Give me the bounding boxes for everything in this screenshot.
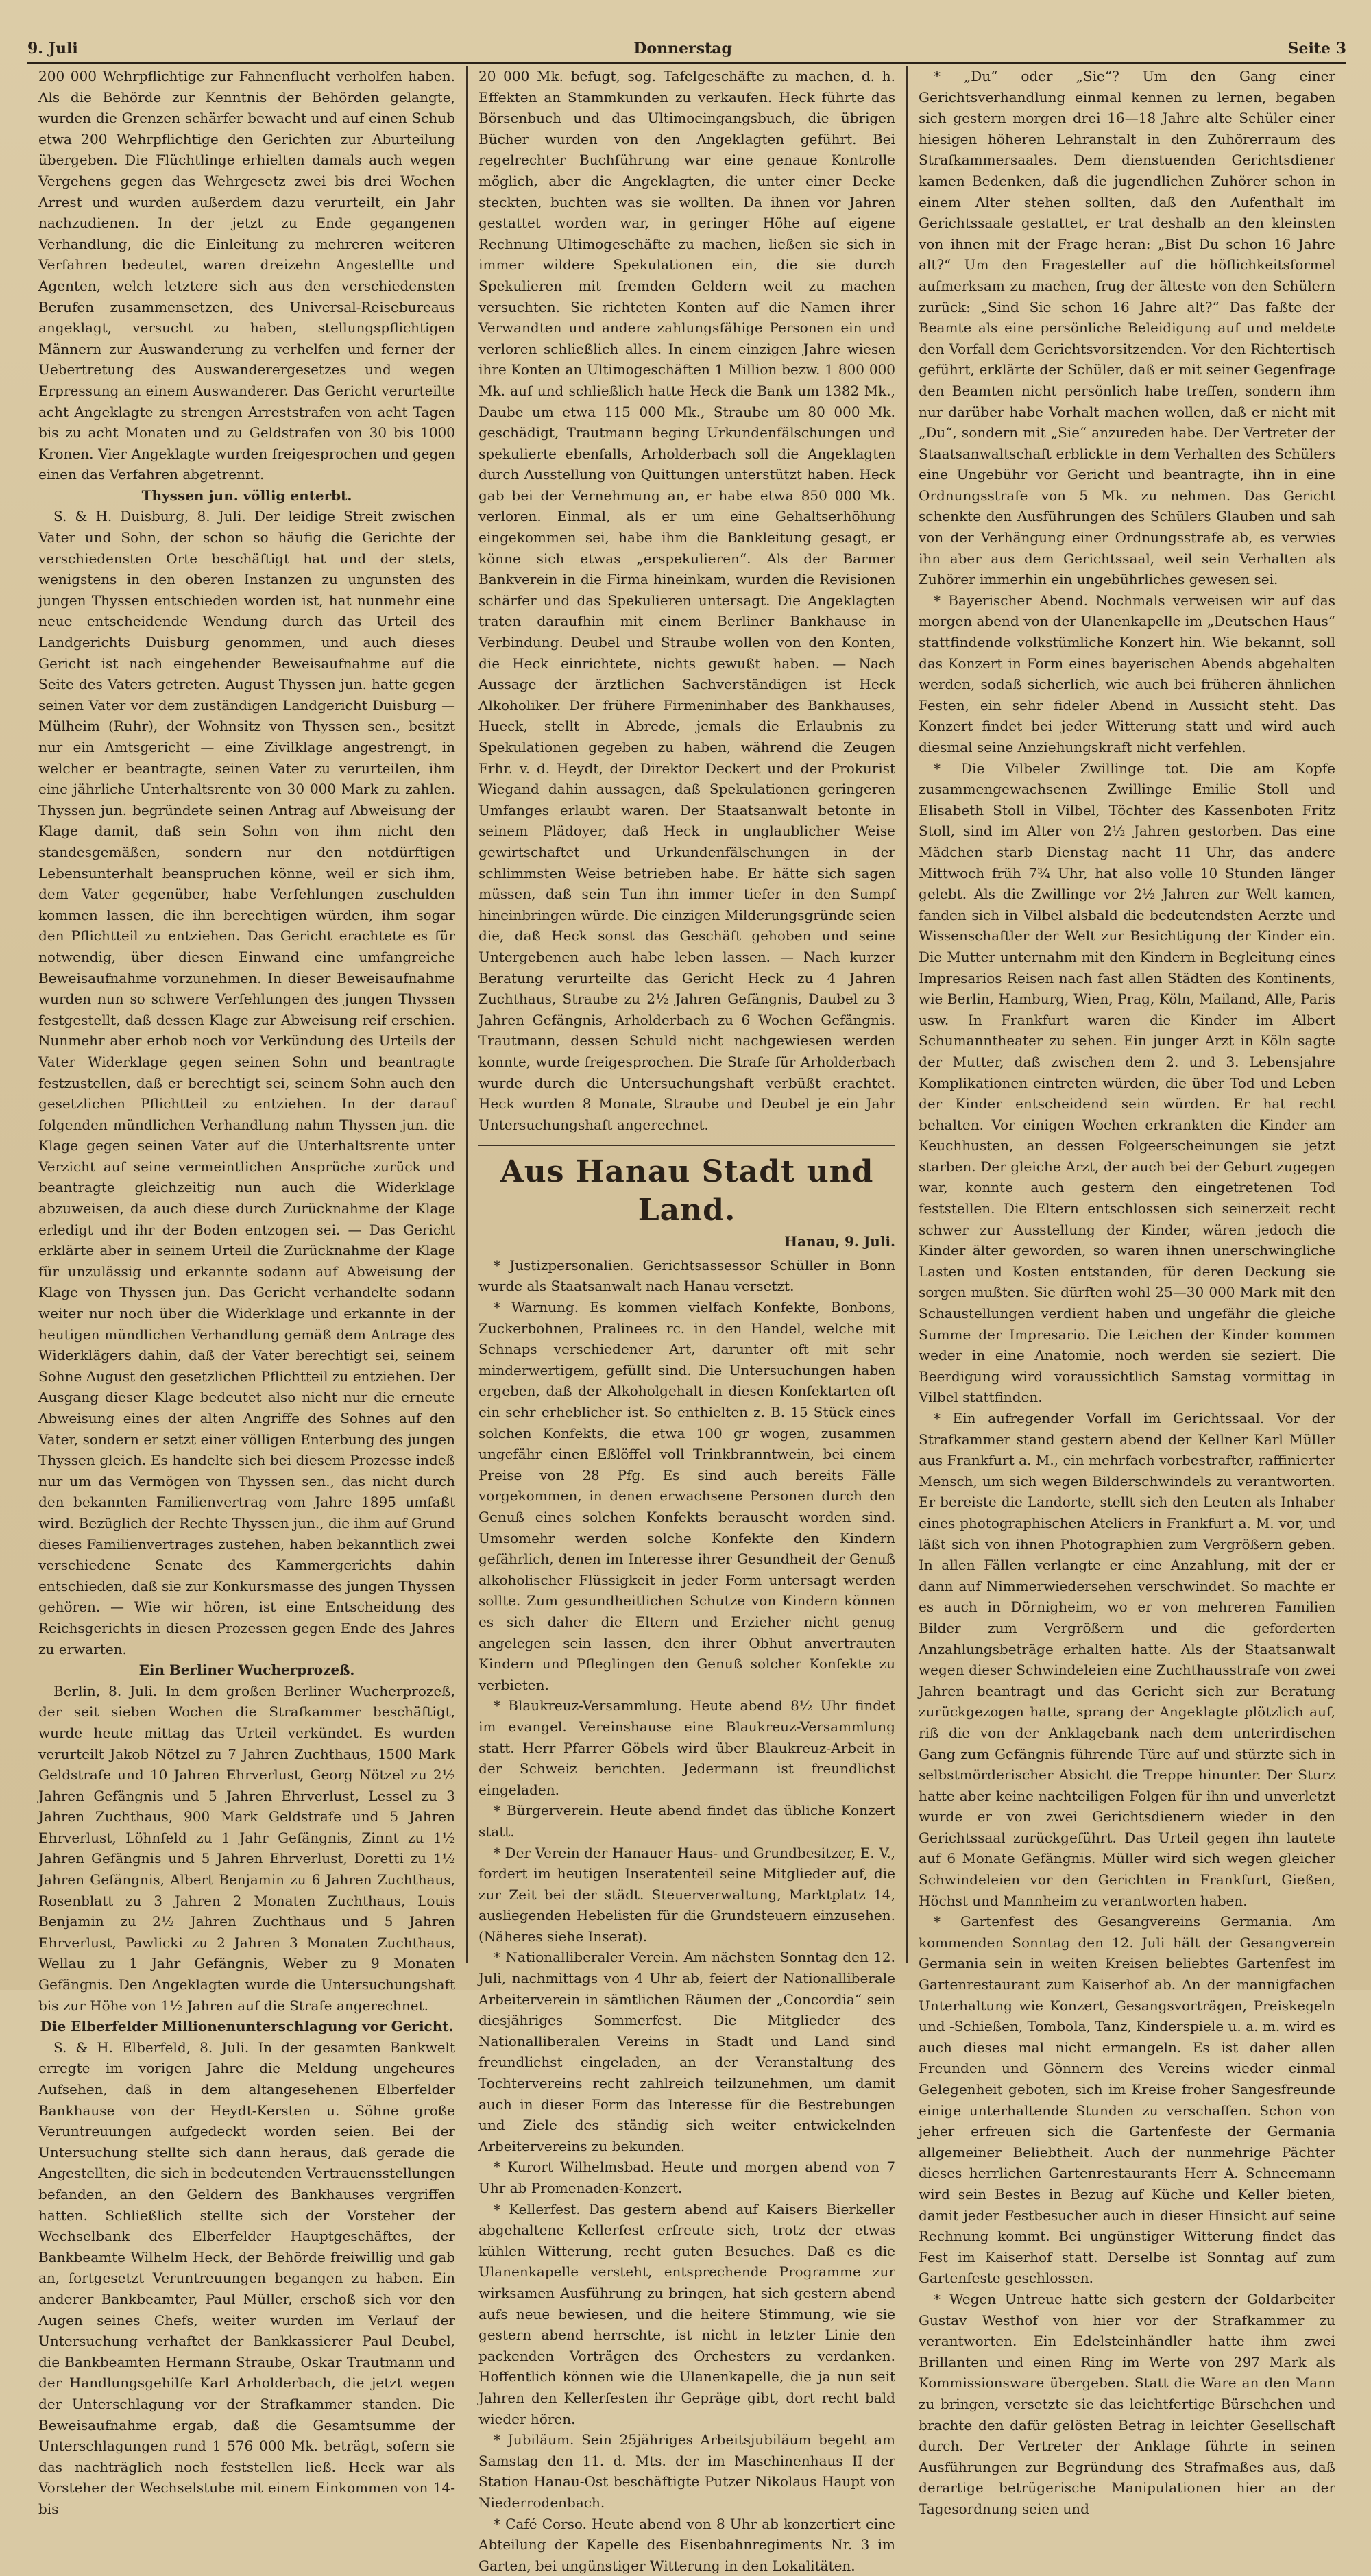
news-item: * Jubiläum. Sein 25jähriges Arbeitsjubiläum begeht am Samstag den 11. d. Mts. der im Maschinenhaus II der Station Hanau-Ost beschäftigte Putzer Nikolaus Haupt von Niederrodenbach.: [478, 2429, 895, 2513]
page-header: [27, 27, 1346, 64]
column-2: [466, 66, 906, 1963]
news-item: * Nationalliberaler Verein. Am nächsten Sonntag den 12. Juli, nachmittags von 4 Uhr ab, feiert der Nationalliberale Arbeiterverein in sämtlichen Räumen der „Concordia“ sein diesjähriges Sommerfest. Die Mitglieder des Nationalliberalen Vereins in Stadt und Land sind freundlichst eingeladen, an der Veranstaltung des Tochtervereins recht zahlreich teilzunehmen, um damit auch in dieser Form das Interesse für die Bestrebungen und Ziele des ständig sich weiter entwickelnden Arbeitervereins zu bekunden.: [478, 1947, 895, 2156]
article-paragraph: S. & H. Duisburg, 8. Juli. Der leidige Streit zwischen Vater und Sohn, der schon so häufig die Gerichte der verschiedensten Orte beschäftigt hat und der stets, wenigstens in den oberen Instanzen zu ungunsten des jungen Thyssen entschieden worden ist, hat nunmehr eine neue entscheidende Wendung durch das Urteil des Landgerichts Duisburg genommen, und auch dieses Gericht ist nach eingehender Beweisaufnahme auf die Seite des Vaters getreten. August Thyssen jun. hatte gegen seinen Vater vor dem zuständigen Landgericht Duisburg — Mülheim (Ruhr), der Wohnsitz von Thyssen sen., besitzt nur ein Amtsgericht — eine Zivilklage angestrengt, in welcher er beantragte, seinen Vater zu verurteilen, ihm eine jährliche Unterhaltsrente von 30 000 Mark zu zahlen. Thyssen jun. begründete seinen Antrag auf Abweisung der Klage damit, daß sein Sohn von ihm nicht den standesgemäßen, sondern nur den notdürftigen Lebensunterhalt beanspruchen könne, weil er sich ihm, dem Vater gegenüber, habe Verfehlungen zuschulden kommen lassen, die ihn berechtigen würden, ihm sogar den Pflichtteil zu entziehen. Das Gericht erachtete es für notwendig, über diesen Einwand eine umfangreiche Beweisaufnahme vorzunehmen. In dieser Beweisaufnahme wurden nun so schwere Verfehlungen des jungen Thyssen festgestellt, daß dessen Klage zur Abweisung reif erschien. Nunmehr aber erhob noch vor Verkündung des Urteils der Vater Widerklage gegen seinen Sohn und beantragte festzustellen, daß er berechtigt sei, seinem Sohn auch den gesetzlichen Pflichtteil zu entziehen. In der darauf folgenden mündlichen Verhandlung nahm Thyssen jun. die Klage gegen seinen Vater auf die Unterhaltsrente unter Verzicht auf seine vermeintlichen Ansprüche zurück und beantragte gleichzeitig nun auch die Widerklage abzuweisen, da auch diese durch Zurücknahme der Klage erledigt und ihr der Boden entzogen sei. — Das Gericht erklärte aber in seinem Urteil die Zurücknahme der Klage für unzulässig und erkannte sodann auf Abweisung der Klage von Thyssen jun. Das Gericht verhandelte sodann weiter nur noch über die Widerklage und erkannte in der heutigen mündlichen Verhandlung gemäß dem Antrage des Widerklägers dahin, daß der Vater berechtigt sei, seinem Sohne August den gesetzlichen Pflichtteil zu entziehen. Der Ausgang dieser Klage bedeutet also nicht nur die erneute Abweisung eines der alten Angriffe des Sohnes auf den Vater, sondern er setzt einer völligen Enterbung des jungen Thyssen gleich. Es handelte sich bei diesem Prozesse indeß nur um das Vermögen von Thyssen sen., das nicht durch den bekannten Familienvertrag vom Jahre 1895 umfaßt wird. Bezüglich der Rechte Thyssen jun., die ihm auf Grund dieses Familienvertrages zustehen, haben bekanntlich zwei verschiedene Senate des Kammergerichts dahin entschieden, daß sie zur Konkursmasse des jungen Thyssen gehören. — Wie wir hören, ist eine Entscheidung des Reichsgerichts in diesen Prozessen gegen Ende des Jahres zu erwarten.: [38, 506, 455, 1660]
news-item: * Bayerischer Abend. Nochmals verweisen wir auf das morgen abend von der Ulanenkapelle im „Deutschen Haus“ stattfindende volkstümliche Konzert hin. Wie bekannt, soll das Konzert in Form eines bayerischen Abends abgehalten werden, sodaß sicherlich, wie auch bei früheren ähnlichen Festen, ein sehr fideler Abend in Aussicht steht. Das Konzert findet bei jeder Witterung statt und wird auch diesmal seine Anziehungskraft nicht verfehlen.: [919, 590, 1335, 758]
news-item: * Gartenfest des Gesangvereins Germania. Am kommenden Sonntag den 12. Juli hält der Gesangverein Germania sein in weiten Kreisen beliebtes Gartenfest im Gartenrestaurant zum Kaiserhof ab. An der mannigfachen Unterhaltung wie Konzert, Gesangsvorträgen, Preiskegeln und -Schießen, Tombola, Tanz, Kinderspiele u. a. m. wird es auch dieses mal nicht ermangeln. Es ist daher allen Freunden und Gönnern des Vereins wieder einmal Gelegenheit geboten, sich im Kreise froher Sangesfreunde einige unterhaltende Stunden zu verschaffen. Schon von jeher erfreuen sich die Gartenfeste der Germania allgemeiner Beliebtheit. Auch der nunmehrige Pächter dieses herrlichen Gartenrestaurants Herr A. Schneemann wird sein Bestes in Bezug auf Küche und Keller bieten, damit jeder Festbesucher auch in dieser Hinsicht auf seine Rechnung kommt. Bei ungünstiger Witterung findet das Fest im Kaiserhof statt. Derselbe ist Sonntag auf zum Gartenfeste geschlossen.: [919, 1911, 1335, 2289]
news-item: * Die Vilbeler Zwillinge tot. Die am Kopfe zusammengewachsenen Zwillinge Emilie Stoll und Elisabeth Stoll in Vilbel, Töchter des Kassenboten Fritz Stoll, sind im Alter von 2½ Jahren gestorben. Das eine Mädchen starb Dienstag nacht 11 Uhr, das andere Mittwoch früh 7¾ Uhr, hat also volle 10 Stunden länger gelebt. Als die Zwillinge vor 2½ Jahren zur Welt kamen, fanden sich in Vilbel alsbald die bedeutendsten Aerzte und Wissenschaftler der Welt zur Besichtigung der Kinder ein. Die Mutter unternahm mit den Kindern in Begleitung eines Impresarios Reisen nach fast allen Städten des Kontinents, wie Berlin, Hamburg, Wien, Prag, Köln, Mailand, Alle, Paris usw. In Frankfurt waren die Kinder im Albert Schumanntheater zu sehen. Ein junger Arzt in Köln sagte der Mutter, daß zwischen dem 2. und 3. Lebensjahre Komplikationen eintreten würden, die über Tod und Leben der Kinder entscheidend sein würden. Er hat recht behalten. Vor einigen Wochen erkrankten die Kinder am Keuchhusten, an dessen Folgeerscheinungen sie jetzt starben. Der gleiche Arzt, der auch bei der Geburt zugegen war, konnte auch gestern den eingetretenen Tod feststellen. Die Eltern entschlossen sich seinerzeit recht schwer zur Ausstellung der Kinder, wären jedoch die Kinder älter geworden, so waren ihnen unerschwingliche Lasten und Kosten entstanden, für deren Deckung sie sorgen mußten. Sie dürften wohl 25—30 000 Mark mit den Schaustellungen verdient haben und ungefähr die gleiche Summe der Impresario. Die Leichen der Kinder kommen weder in eine Anatomie, noch werden sie seziert. Die Beerdigung wird voraussichtlich Samstag vormittag in Vilbel stattfinden.: [919, 758, 1335, 1408]
header-page-number: Seite 3: [1288, 40, 1346, 58]
news-item: * Kurort Wilhelmsbad. Heute und morgen abend von 7 Uhr ab Promenaden-Konzert.: [478, 2156, 895, 2198]
header-date: 9. Juli: [27, 40, 78, 58]
article-paragraph: 20 000 Mk. befugt, sog. Tafelgeschäfte zu machen, d. h. Effekten an Stammkunden zu verkaufen. Heck führte das Börsenbuch und das Ultimoeingangsbuch, die übrigen Bücher wurden von den Angeklagten geführt. Bei regelrechter Buchführung war eine genaue Kontrolle möglich, aber die Angeklagten, die unter einer Decke steckten, buchten was sie wollten. Da ihnen vor Jahren gestattet worden war, in geringer Höhe auf eigene Rechnung Ultimogeschäfte zu machen, ließen sie sich in immer wildere Spekulationen ein, die sie durch Spekulieren mit fremden Geldern weit zu machen versuchten. Sie richteten Konten auf die Namen ihrer Verwandten und andere zahlungsfähige Personen ein und verloren schließlich alles. In einem einzigen Jahre wiesen ihre Konten an Ultimogeschäften 1 Million bezw. 1 800 000 Mk. auf und schließlich hatte Heck die Bank um 1382 Mk., Daube um etwa 115 000 Mk., Straube um 80 000 Mk. geschädigt, Trautmann beging Urkundenfälschungen und spekulierte ebenfalls, Arholderbach soll die Angeklagten durch Ausstellung von Quittungen unterstützt haben. Heck gab bei der Vernehmung an, er habe etwa 850 000 Mk. verloren. Einmal, als er um eine Gehaltserhöhung eingekommen sei, habe ihm die Bankleitung gesagt, er könne sich etwas „erspekulieren“. Als der Barmer Bankverein in die Firma hineinkam, wurden die Revisionen schärfer und das Spekulieren untersagt. Die Angeklagten traten daraufhin mit einem Berliner Bankhause in Verbindung. Deubel und Straube wollen von den Konten, die Heck einrichtete, nichts gewußt haben. — Nach Aussage der ärztlichen Sachverständigen ist Heck Alkoholiker. Der frühere Firmeninhaber des Bankhauses, Hueck, stellt in Abrede, jemals die Erlaubnis zu Spekulationen gegeben zu haben, während die Zeugen Frhr. v. d. Heydt, der Direktor Deckert und der Prokurist Wiegand dahin aussagen, daß Spekulationen geringeren Umfanges erlaubt waren. Der Staatsanwalt betonte in seinem Plädoyer, daß Heck in unglaublicher Weise gewirtschaftet und Urkundenfälschungen in der schlimmsten Weise betrieben habe. Er hätte sich sagen müssen, daß sein Tun ihn immer tiefer in den Sumpf hineinbringen würde. Die einzigen Milderungsgründe seien die, daß Heck sonst das Geschäft gehoben und seine Untergebenen auch habe leben lassen. — Nach kurzer Beratung verurteilte das Gericht Heck zu 4 Jahren Zuchthaus, Straube zu 2½ Jahren Gefängnis, Daubel zu 3 Jahren Gefängnis, Arholderbach zu 6 Wochen Gefängnis. Trautmann, dessen Schuld nicht nachgewiesen werden konnte, wurde freigesprochen. Die Strafe für Arholderbach wurde durch die Untersuchungshaft verbüßt erachtet. Heck wurden 8 Monate, Straube und Deubel je ein Jahr Untersuchungshaft angerechnet.: [478, 66, 895, 1135]
news-item: * Ein aufregender Vorfall im Gerichtssaal. Vor der Strafkammer stand gestern abend der Kellner Karl Müller aus Frankfurt a. M., ein mehrfach vorbestrafter, raffinierter Mensch, um sich wegen Bilderschwindels zu verantworten. Er bereiste die Landorte, stellt sich den Leuten als Inhaber eines photographischen Ateliers in Frankfurt a. M. vor, und läßt sich von ihnen Photographien zum Vergrößern geben. In allen Fällen verlangte er eine Anzahlung, mit der er dann auf Nimmerwiedersehen verschwindet. So machte er es auch in Dörnigheim, wo er von mehreren Familien Bilder zum Vergrößern und die geforderten Anzahlungsbeträge erhalten hatte. Als der Staatsanwalt wegen dieser Schwindeleien eine Zuchthausstrafe von zwei Jahren beantragt und das Gericht sich zur Beratung zurückgezogen hatte, sprang der Angeklagte plötzlich auf, riß die von der Anklagebank nach dem unterirdischen Gang zum Gefängnis führende Türe auf und stürzte sich in selbstmörderischer Absicht die Treppe hinunter. Der Sturz hatte aber keine nachteiligen Folgen für ihn und unverletzt wurde er von zwei Gerichtsdienern wieder in den Gerichtssaal zurückgeführt. Das Urteil gegen ihn lautete auf 6 Monate Gefängnis. Müller wird sich wegen gleicher Schwindeleien vor den Gerichten in Frankfurt, Gießen, Höchst und Mannheim zu verantworten haben.: [919, 1408, 1335, 1911]
article-columns: [27, 66, 1346, 1963]
section-dateline: Hanau, 9. Juli.: [478, 1231, 895, 1252]
news-item: * „Du“ oder „Sie“? Um den Gang einer Gerichtsverhandlung einmal kennen zu lernen, begaben sich gestern morgen drei 16—18 Jahre alte Schüler einer hiesigen höheren Lehranstalt in den Zuhörerraum des Strafkammersaales. Dem dienstuenden Gerichtsdiener kamen Bedenken, daß die jugendlichen Zuhörer schon in einem Alter stehen sollten, daß den Aufenthalt im Gerichtssaale gestattet, er trat deshalb an den kleinsten von ihnen mit der Frage heran: „Bist Du schon 16 Jahre alt?“ Um den Fragesteller auf die höflichkeitsformel aufmerksam zu machen, frug der älteste von den Schülern zurück: „Sind Sie schon 16 Jahre alt?“ Das faßte der Beamte als eine persönliche Beleidigung auf und meldete den Vorfall dem Gerichtsvorsitzenden. Vor den Richtertisch geführt, erklärte der Schüler, daß er mit seiner Gegenfrage den Beamten nicht persönlich habe treffen, sondern ihm nur darüber habe Vorhalt machen wollen, daß er nicht mit „Du“, sondern mit „Sie“ anzureden habe. Der Vertreter der Staatsanwaltschaft erblickte in dem Verhalten des Schülers eine Ungebühr vor Gericht und beantragte, ihn in eine Ordnungsstrafe von 5 Mk. zu nehmen. Das Gericht schenkte den Ausführungen des Schülers Glauben und sah von der Verhängung einer Ordnungsstrafe ab, es verwies ihn aber aus dem Gerichtssaal, weil sein Verhalten als Zuhörer immerhin ein ungebührliches gewesen sei.: [919, 66, 1335, 590]
article-paragraph: Berlin, 8. Juli. In dem großen Berliner Wucherprozeß, der seit sieben Wochen die Strafkammer beschäftigt, wurde heute mittag das Urteil verkündet. Es wurden verurteilt Jakob Nötzel zu 7 Jahren Zuchthaus, 1500 Mark Geldstrafe und 10 Jahren Ehrverlust, Georg Nötzel zu 2½ Jahren Gefängnis und 5 Jahren Ehrverlust, Lessel zu 3 Jahren Zuchthaus, 900 Mark Geldstrafe und 5 Jahren Ehrverlust, Löhnfeld zu 1 Jahr Gefängnis, Zinnt zu 1½ Jahren Gefängnis und 5 Jahren Ehrverlust, Doretti zu 1½ Jahren Gefängnis, Albert Benjamin zu 6 Jahren Zuchthaus, Rosenblatt zu 3 Jahren 2 Monaten Zuchthaus, Louis Benjamin zu 2½ Jahren Zuchthaus und 5 Jahren Ehrverlust, Pawlicki zu 2 Jahren 3 Monaten Zuchthaus, Wellau zu 1 Jahr Gefängnis, Weber zu 9 Monaten Gefängnis. Den Angeklagten wurde die Untersuchungshaft bis zur Höhe von 1½ Jahren auf die Strafe angerechnet.: [38, 1681, 455, 2017]
news-item: * Blaukreuz-Versammlung. Heute abend 8½ Uhr findet im evangel. Vereinshause eine Blaukreuz-Versammlung statt. Herr Pfarrer Göbels wird über Blaukreuz-Arbeit in der Schweiz berichten. Jedermann ist freundlichst eingeladen.: [478, 1695, 895, 1800]
news-item: * Justizpersonalien. Gerichtsassessor Schüller in Bonn wurde als Staatsanwalt nach Hanau versetzt.: [478, 1255, 895, 1297]
news-item: * Warnung. Es kommen vielfach Konfekte, Bonbons, Zuckerbohnen, Pralinees rc. in den Handel, welche mit Schnaps verschiedener Art, darunter oft mit sehr minderwertigem, gefüllt sind. Die Untersuchungen haben ergeben, daß der Alkoholgehalt in diesen Konfektarten oft ein sehr erheblicher ist. So enthielten z. B. 15 Stück eines solchen Konfekts, die etwa 100 gr wogen, zusammen ungefähr einen Eßlöffel voll Trinkbranntwein, bei einem Preise von 28 Pfg. Es sind auch bereits Fälle vorgekommen, in denen erwachsene Personen durch den Genuß eines solchen Konfekts berauscht worden sind. Umsomehr werden solche Konfekte den Kindern gefährlich, denen im Interesse ihrer Gesundheit der Genuß alkoholischer Flüssigkeit in jeder Form untersagt werden sollte. Zum gesundheitlichen Schutze von Kindern können es sich daher die Eltern und Erzieher nicht genug angelegen sein lassen, den ihrer Obhut anvertrauten Kindern und Pfleglingen den Genuß solcher Konfekte zu verbieten.: [478, 1297, 895, 1695]
article-paragraph: 200 000 Wehrpflichtige zur Fahnenflucht verholfen haben. Als die Behörde zur Kenntnis der Behörden gelangte, wurden die Grenzen schärfer bewacht und auf einen Schub etwa 200 Wehrpflichtige den Gerichten zur Aburteilung übergeben. Die Flüchtlinge erhielten damals auch wegen Vergehens gegen das Wehrgesetz zwei bis drei Wochen Arrest und wurden außerdem dazu verurteilt, ein Jahr nachzudienen. In der jetzt zu Ende gegangenen Verhandlung, die die Einleitung zu mehreren weiteren Verfahren bedeutet, waren dreizehn Angestellte und Agenten, welch letztere sich aus den verschiedensten Berufen zusammensetzen, des Universal-Reisebureaus angeklagt, versucht zu haben, stellungspflichtigen Männern zur Auswanderung zu verhelfen und ferner der Uebertretung des Auswanderergesetzes und wegen Erpressung an einem Auswanderer. Das Gericht verurteilte acht Angeklagte zu strengen Arreststrafen von acht Tagen bis zu acht Monaten und zu Geldstrafen von 30 bis 1000 Kronen. Vier Angeklagte wurden freigesprochen und gegen einen das Verfahren abgetrennt.: [38, 66, 455, 485]
column-1: [27, 66, 466, 1963]
header-weekday: Donnerstag: [633, 40, 732, 58]
section-divider: [478, 1145, 895, 1146]
news-item: * Der Verein der Hanauer Haus- und Grundbesitzer, E. V., fordert im heutigen Inseratenteil seine Mitglieder auf, die zur Zeit bei der städt. Steuerverwaltung, Marktplatz 14, ausliegenden Hebelisten für die Grundsteuern einzusehen. (Näheres siehe Inserat).: [478, 1843, 895, 1947]
article-headline: Die Elberfelder Millionenunterschlagung vor Gericht.: [38, 2016, 455, 2037]
news-item: * Kellerfest. Das gestern abend auf Kaisers Bierkeller abgehaltene Kellerfest erfreute sich, trotz der etwas kühlen Witterung, recht guten Besuches. Daß es die Ulanenkapelle versteht, entsprechende Programme zur wirksamen Ausführung zu bringen, hat sich gestern abend aufs neue bewiesen, und die heitere Stimmung, wie sie gestern abend herrschte, ist nicht in letzter Linie den packenden Vorträgen des Orchesters zu verdanken. Hoffentlich können wie die Ulanenkapelle, die ja nun seit Jahren den Kellerfesten ihr Gepräge gibt, dort recht bald wieder hören.: [478, 2199, 895, 2430]
news-item: * Wegen Untreue hatte sich gestern der Goldarbeiter Gustav Westhof von hier vor der Strafkammer zu verantworten. Ein Edelsteinhändler hatte ihm zwei Brillanten und einen Ring im Werte von 297 Mark als Kommissionsware übergeben. Statt die Ware an den Mann zu bringen, versetzte sie das leichtfertige Bürschchen und brachte den dafür gelösten Betrag in leichter Gesellschaft durch. Der Vertreter der Anklage führte in seinen Ausführungen zur Begründung des Strafmaßes aus, daß derartige betrügerische Manipulationen hier an der Tagesordnung seien und: [919, 2289, 1335, 2520]
column-3: [906, 66, 1346, 1963]
news-item: * Bürgerverein. Heute abend findet das übliche Konzert statt.: [478, 1800, 895, 1842]
section-title: Aus Hanau Stadt und Land.: [478, 1153, 895, 1230]
article-headline: Ein Berliner Wucherprozeß.: [38, 1660, 455, 1681]
article-paragraph: S. & H. Elberfeld, 8. Juli. In der gesamten Bankwelt erregte im vorigen Jahre die Meldung ungeheures Aufsehen, daß in dem altangesehenen Elberfelder Bankhause von der Heydt-Kersten u. Söhne große Veruntreuungen aufgedeckt worden seien. Bei der Untersuchung stellte sich dann heraus, daß gerade die Angestellten, die sich in bedeutenden Vertrauensstellungen befanden, an den Geldern des Bankhauses vergriffen hatten. Schließlich stellte sich der Vorsteher der Wechselbank des Elberfelder Hauptgeschäftes, der Bankbeamte Wilhelm Heck, der Behörde freiwillig und gab an, fortgesetzt Veruntreuungen begangen zu haben. Ein anderer Bankbeamter, Paul Müller, erschoß sich vor den Augen seines Chefs, weiter wurden im Verlauf der Untersuchung verhaftet der Bankkassierer Paul Deubel, die Bankbeamten Hermann Straube, Oskar Trautmann und der Handlungsgehilfe Karl Arholderbach, die jetzt wegen der Unterschlagung vor der Strafkammer standen. Die Beweisaufnahme ergab, daß die Gesamtsumme der Unterschlagungen rund 1 576 000 Mk. beträgt, sofern sie das nachträglich noch feststellen ließ. Heck war als Vorsteher der Wechselstube mit einem Einkommen von 14- bis: [38, 2037, 455, 2520]
news-item: * Café Corso. Heute abend von 8 Uhr ab konzertiert eine Abteilung der Kapelle des Eisenbahnregiments Nr. 3 im Garten, bei ungünstiger Witterung in den Lokalitäten.: [478, 2514, 895, 2576]
article-headline: Thyssen jun. völlig enterbt.: [38, 485, 455, 507]
